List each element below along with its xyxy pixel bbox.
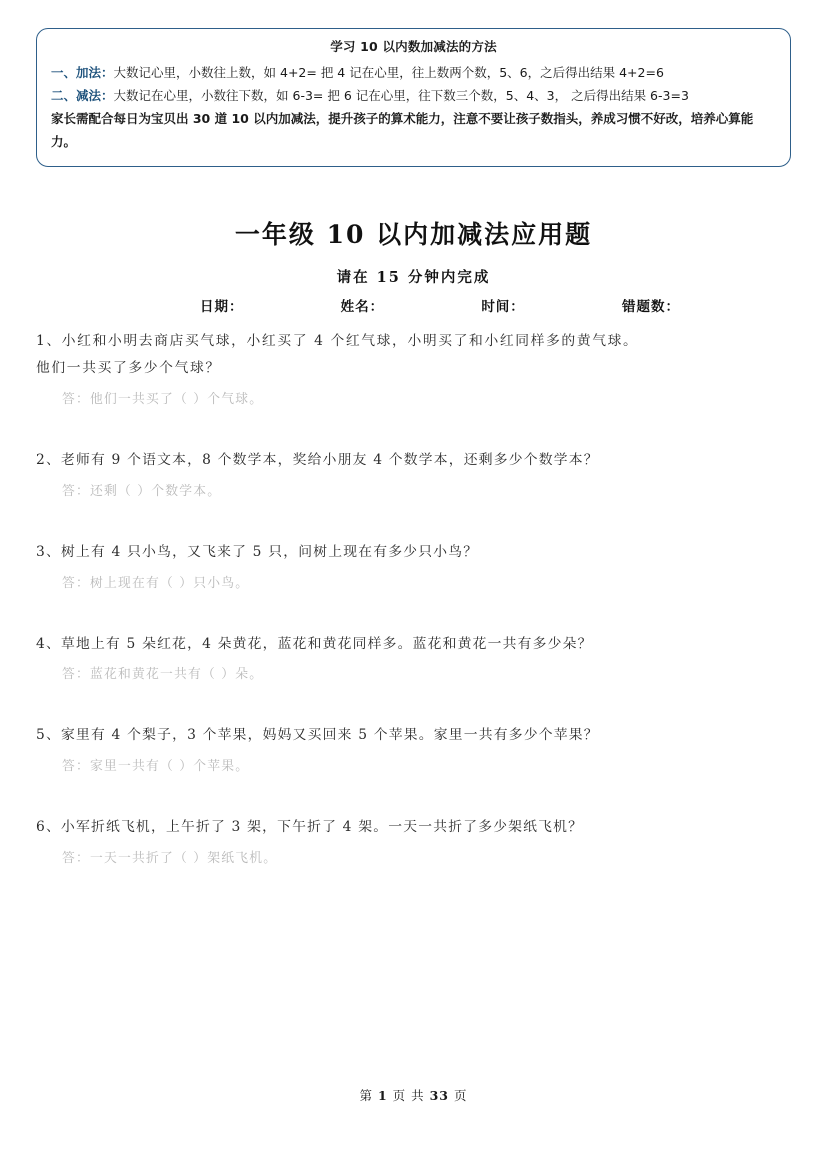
parent-note: 家长需配合每日为宝贝出 30 道 10 以内加减法，提升孩子的算术能力，注意不要让孩子数指头，养成习惯不好改，培养心算能力。 <box>51 111 754 150</box>
problem-question <box>36 631 791 658</box>
problem-answer-line: 答：蓝花和黄花一共有（ ）朵。 <box>62 667 264 683</box>
footer-middle: 页 共 <box>387 1088 430 1103</box>
problem-question-line-2: 他们一共买了多少个气球？ <box>36 359 221 376</box>
method-box-title: 学习 10 以内数加减法的方法 <box>330 39 497 54</box>
problem-item <box>36 539 791 591</box>
page-subtitle: 请在 15 分钟内完成 <box>336 269 491 286</box>
subtraction-text: 大数记在心里，小数往下数，如 6-3= 把 6 记在心里，往下数三个数，5、4、3， 之后得出结果 6-3=3 <box>113 88 689 104</box>
addition-text: 大数记心里，小数往上数，如 4+2= 把 4 记在心里，往上数两个数，5、6，之后得出结果 4+2=6 <box>113 65 664 80</box>
problem-question <box>36 814 791 841</box>
error-count-label: 错题数： <box>621 299 680 315</box>
worksheet-meta-row <box>200 295 680 315</box>
problem-answer-line: 答：一天一共折了（ ）架纸飞机。 <box>62 851 278 867</box>
problem-item <box>36 328 791 407</box>
page-title: 一年级 10 以内加减法应用题 <box>234 220 593 249</box>
method-instruction-box <box>36 28 791 167</box>
problem-question-line-1: 5、家里有 4 个梨子，3 个苹果，妈妈又买回来 5 个苹果。家里一共有多少个苹果？ <box>36 727 599 744</box>
problem-question <box>36 722 791 749</box>
problem-answer-line: 答：还剩（ ）个数学本。 <box>62 483 222 499</box>
footer-total-pages: 33 <box>429 1088 450 1103</box>
name-label: 姓名： <box>340 299 385 315</box>
problem-question <box>36 328 791 382</box>
problem-item <box>36 722 791 774</box>
problem-list <box>36 328 791 906</box>
problem-question-line-1: 6、小军折纸飞机，上午折了 3 架，下午折了 4 架。一天一共折了多少架纸飞机？ <box>36 819 584 836</box>
date-label: 日期： <box>200 299 244 315</box>
problem-answer-line: 答：家里一共有（ ）个苹果。 <box>62 759 250 775</box>
problem-answer-line: 答：树上现在有（ ）只小鸟。 <box>62 575 250 591</box>
problem-item <box>36 814 791 866</box>
problem-question-line-1: 1、小红和小明去商店买气球，小红买了 4 个红气球，小明买了和小红同样多的黄气球。 <box>36 333 639 349</box>
problem-question-line-1: 2、老师有 9 个语文本，8 个数学本，奖给小朋友 4 个数学本，还剩多少个数学本？ <box>36 451 599 468</box>
problem-item <box>36 631 791 683</box>
problem-question-line-1: 4、草地上有 5 朵红花，4 朵黄花，蓝花和黄花同样多。蓝花和黄花一共有多少朵？ <box>36 635 593 652</box>
problem-item <box>36 447 791 499</box>
footer-prefix: 第 <box>359 1088 378 1103</box>
time-label: 时间： <box>481 299 525 315</box>
footer-suffix: 页 <box>449 1088 468 1103</box>
subtraction-label: 二、减法： <box>51 88 114 104</box>
problem-answer-line: 答：他们一共买了（ ）个气球。 <box>62 391 264 407</box>
subtraction-method-line <box>51 84 776 107</box>
footer-page-number: 1 <box>377 1088 388 1103</box>
addition-method-line <box>51 61 776 84</box>
addition-label: 一、加法： <box>51 65 114 80</box>
problem-question <box>36 447 791 474</box>
problem-question-line-1: 3、树上有 4 只小鸟，又飞来了 5 只，问树上现在有多少只小鸟？ <box>36 543 479 560</box>
page-footer <box>0 1086 827 1104</box>
problem-question <box>36 539 791 566</box>
